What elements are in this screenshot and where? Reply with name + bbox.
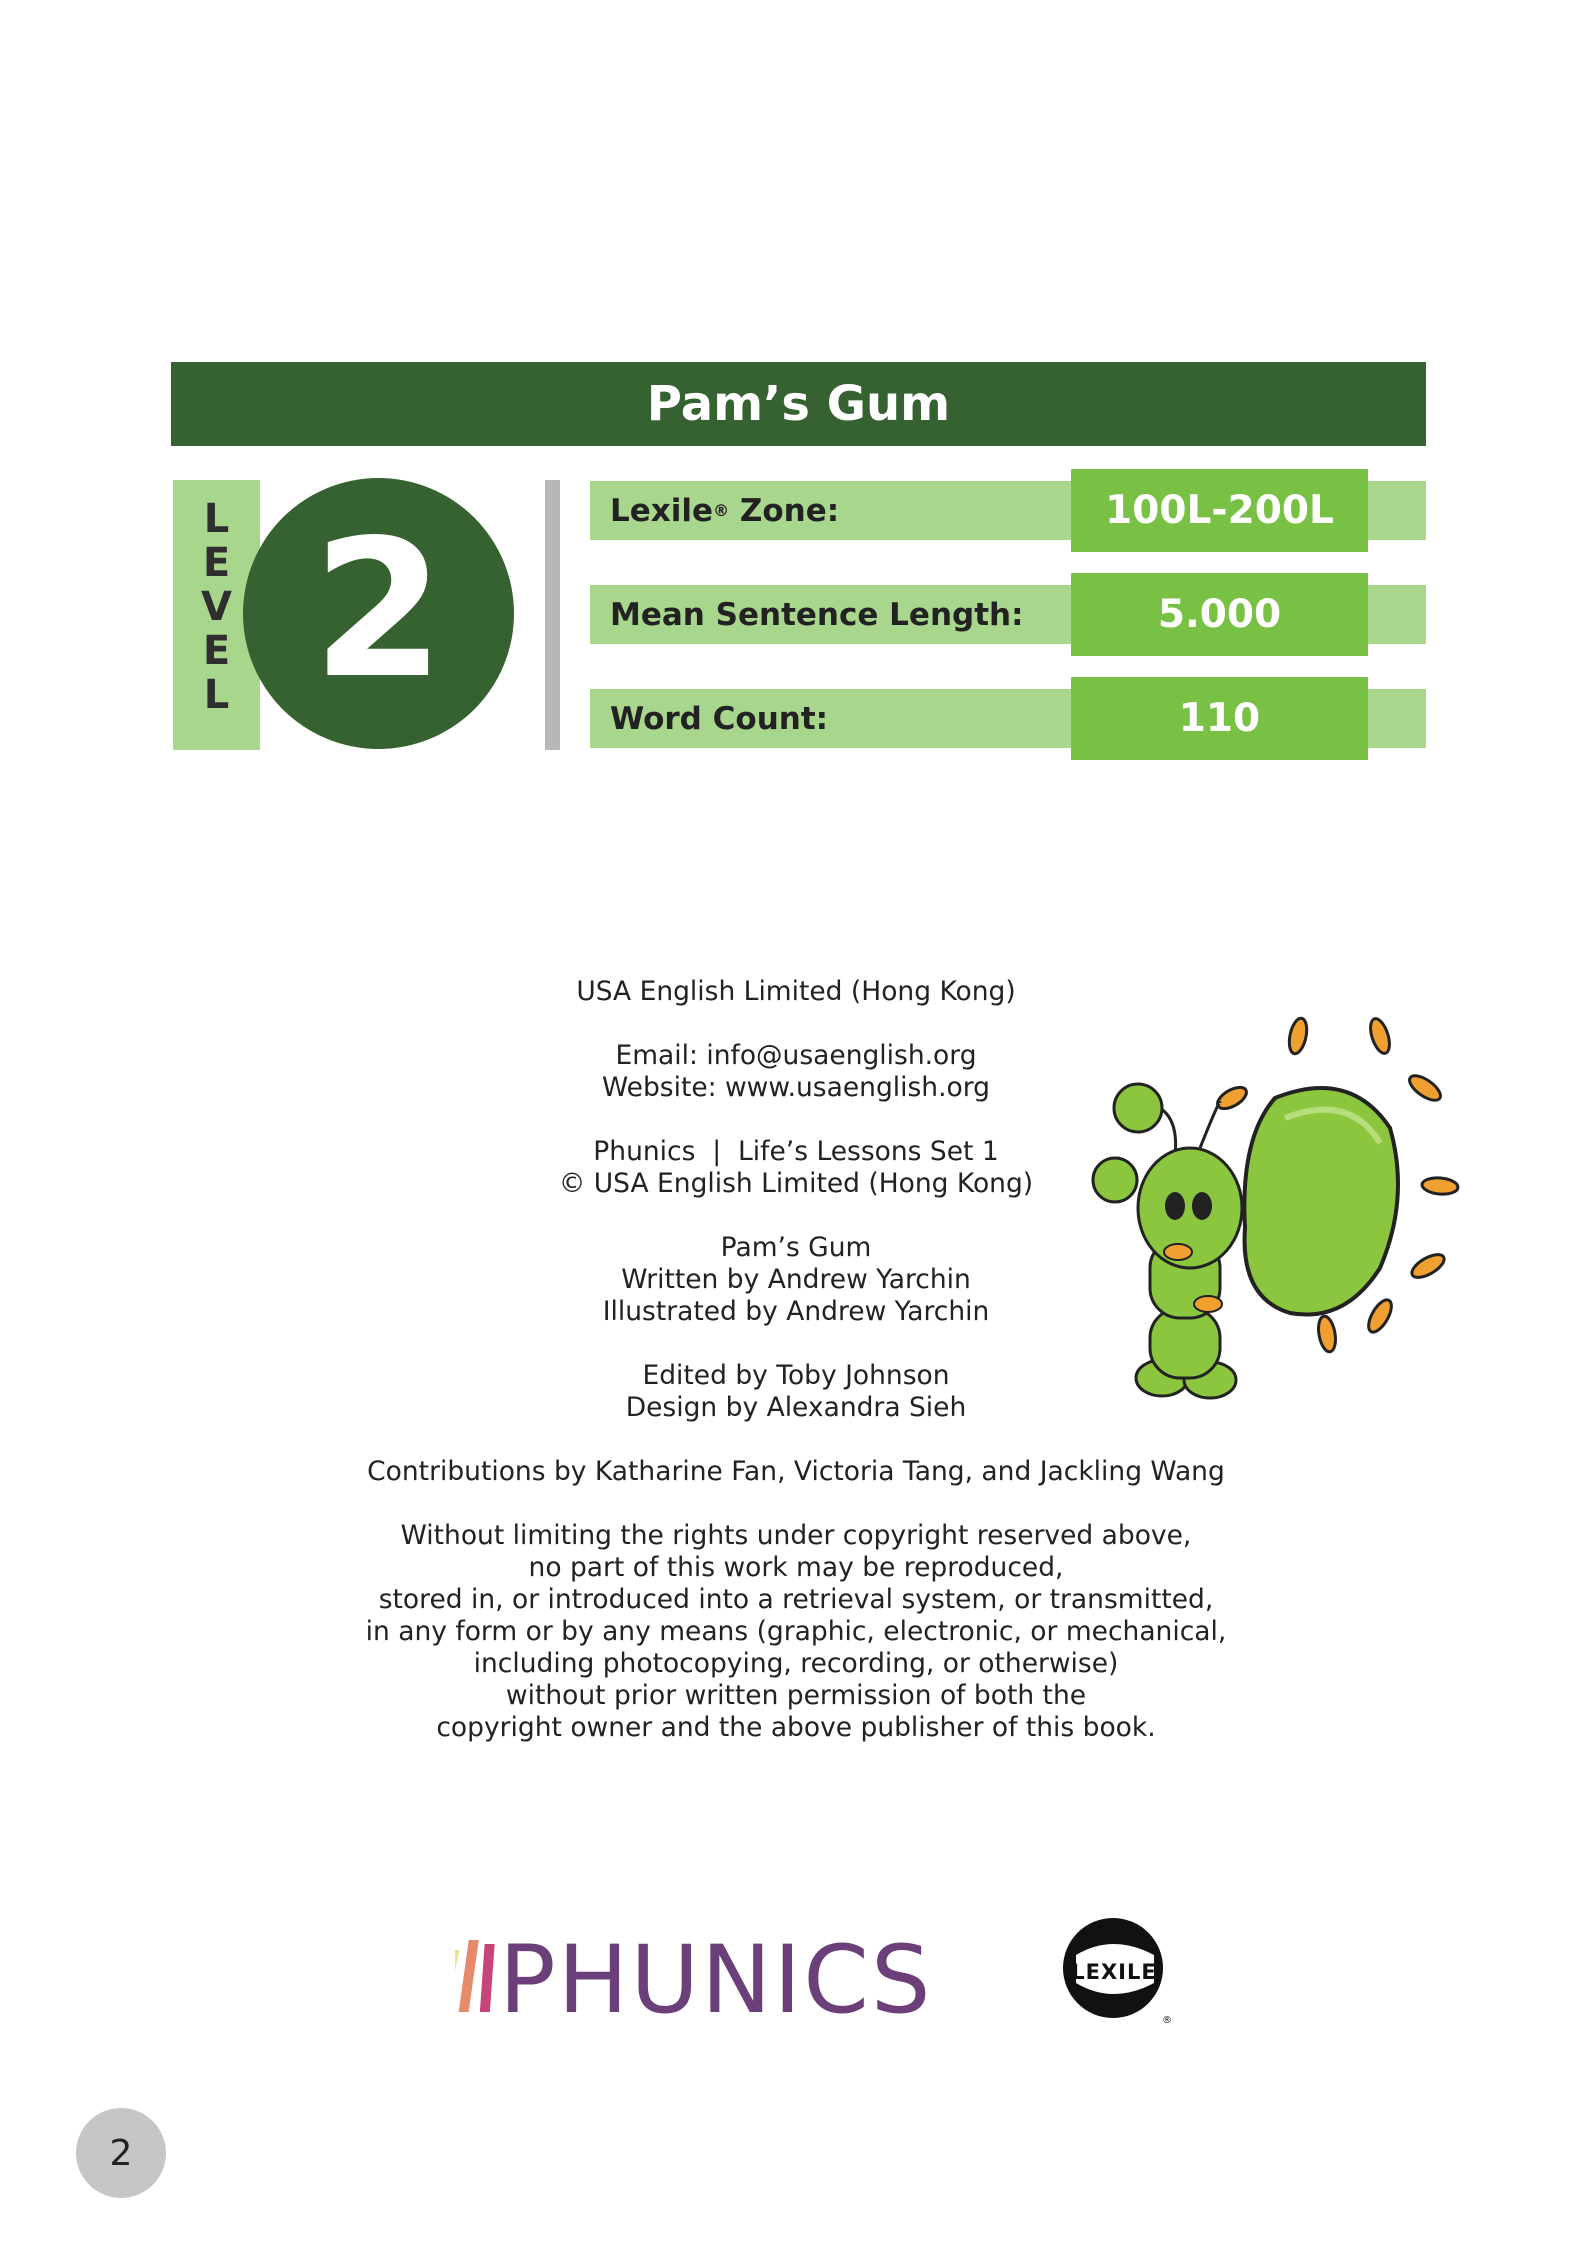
book-title: Pam’s Gum (646, 376, 951, 432)
book-title-credit: Pam’s Gum (720, 1232, 872, 1263)
written-by: Written by Andrew Yarchin (621, 1264, 971, 1295)
level-letter: V (201, 584, 232, 630)
publisher: USA English Limited (Hong Kong) (576, 976, 1016, 1007)
registered-mark: ® (713, 501, 730, 520)
rights-line: copyright owner and the above publisher of this book. (436, 1712, 1156, 1743)
phunics-logo (455, 1910, 995, 2030)
stat-row-lexile-zone (590, 481, 1426, 540)
level-letter: E (202, 540, 231, 586)
stat-label-text: Lexile (610, 492, 714, 529)
rights-line: stored in, or introduced into a retrieval system, or transmitted, (378, 1584, 1214, 1615)
edited-by: Edited by Toby Johnson (642, 1360, 950, 1391)
page-number: 2 (76, 2108, 166, 2198)
email: Email: info@usaenglish.org (615, 1040, 977, 1071)
stat-row-mean-sentence-length (590, 585, 1426, 644)
stat-value: 110 (1071, 677, 1368, 760)
stat-label (610, 481, 839, 540)
stat-label: Mean Sentence Length: (610, 596, 1024, 633)
website: Website: www.usaenglish.org (602, 1072, 990, 1103)
design-by: Design by Alexandra Sieh (625, 1392, 967, 1423)
illustrated-by: Illustrated by Andrew Yarchin (602, 1296, 990, 1327)
phunics-logo-text: PHUNICS (499, 1926, 933, 2030)
lexile-logo-text: LEXILE (1071, 1960, 1157, 1984)
rights-line: no part of this work may be reproduced, (528, 1552, 1064, 1583)
lexile-registered-mark: ® (1162, 2015, 1172, 2026)
rights-line: including photocopying, recording, or otherwise) (473, 1648, 1119, 1679)
stat-value: 100L-200L (1071, 469, 1368, 552)
lexile-logo (1058, 1913, 1173, 2028)
level-letter: L (203, 672, 230, 718)
divider (545, 480, 560, 750)
rights-line: Without limiting the rights under copyright reserved above, (400, 1520, 1192, 1551)
rights-line: in any form or by any means (graphic, electronic, or mechanical, (365, 1616, 1227, 1647)
copyright: © USA English Limited (Hong Kong) (558, 1168, 1034, 1199)
stat-label: Word Count: (610, 700, 829, 737)
caterpillar-mascot-illustration (1080, 1008, 1460, 1428)
rights-line: without prior written permission of both the (505, 1680, 1087, 1711)
stat-value: 5.000 (1071, 573, 1368, 656)
level-number: 2 (312, 498, 445, 720)
level-letter: L (203, 496, 230, 542)
stat-row-word-count (590, 689, 1426, 748)
stat-label-text: Zone: (729, 492, 840, 529)
level-badge (243, 478, 514, 749)
level-letter: E (202, 628, 231, 674)
series: Phunics | Life’s Lessons Set 1 (593, 1136, 999, 1167)
contributions: Contributions by Katharine Fan, Victoria Tang, and Jackling Wang (367, 1456, 1225, 1487)
book-title-banner (171, 362, 1426, 446)
